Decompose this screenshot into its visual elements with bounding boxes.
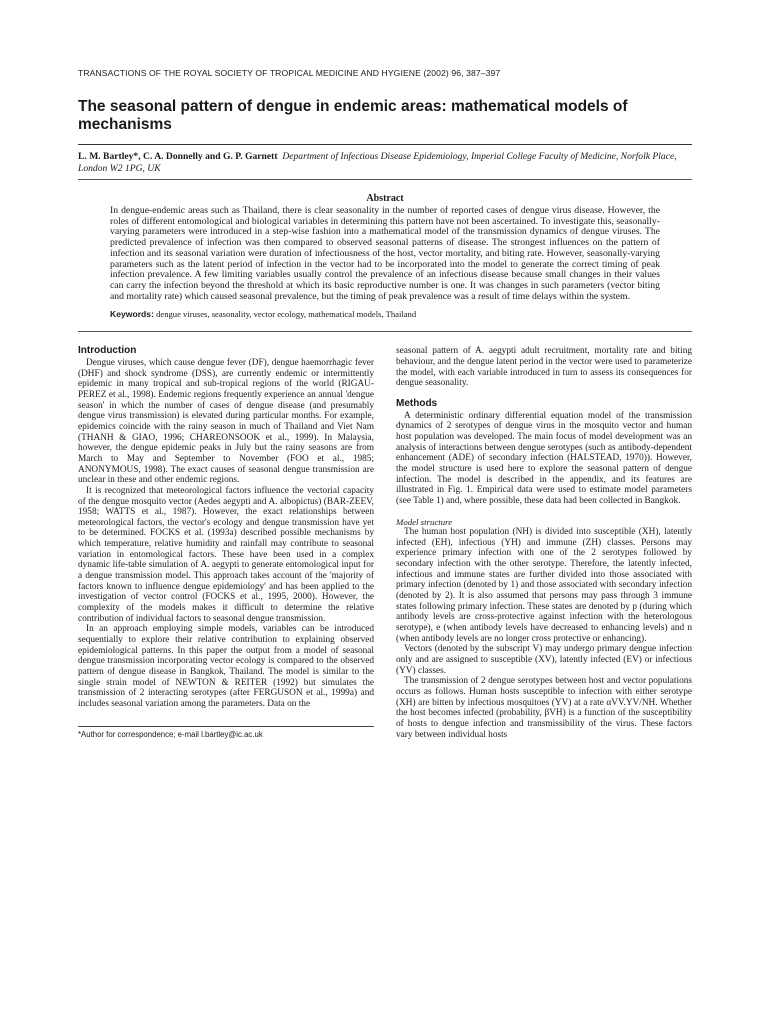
author-block bbox=[78, 151, 692, 175]
abstract-text: In dengue-endemic areas such as Thailand, there is clear seasonality in the number of reported cases of dengue virus disease. However, the roles of different entomological and biological variables in determining this pattern have not been ascertained. To investigate this, seasonally-varying parameters were introduced in a step-wise fashion into a mathematical model of the transmission dynamics of dengue viruses. The predicted prevalence of infection was then compared to observed seasonal patterns of disease. The strongest influences on the pattern of infection and its seasonal variation were duration of infectiousness of the host, vector mortality, and biting rate. However, seasonally-varying parameters such as the latent period of infection in the vector had to be incorporated into the model to generate the correct timing of peak infection prevalence. A few limiting variables usually control the prevalence of an infectious disease because small changes in their values can carry the infection beyond the threshold at which its basic reproductive number is one. It was changes in such parameters (vector biting and mortality rate) which caused seasonal prevalence, but the timing of peak prevalence was a result of time delays within the system. bbox=[110, 205, 660, 302]
introduction-heading: Introduction bbox=[78, 345, 137, 357]
model-paragraph-1: The human host population (NH) is divided into susceptible (XH), latently infected (EH), infectious (YH) and immune (ZH) classes. Persons may experience primary infection with one of the 2 serotypes followed by secondary infection with the other serotype. Therefore, the latently infected, infectious and immune states are further divided into those associated with primary infection (denoted by 1) and those associated with secondary infection (denoted by 2). It is also assumed that persons may pass through 3 immune states following primary infection. These states are denoted by p (during which antibody levels are cross-protective against infection with the heterologous serotype), e (when antibody levels have decreased to enhancing levels) and n (when antibody levels are no longer cross protective or enhancing). bbox=[396, 527, 692, 644]
keywords-label: Keywords: bbox=[110, 309, 154, 320]
journal-header: TRANSACTIONS OF THE ROYAL SOCIETY OF TROPICAL MEDICINE AND HYGIENE (2002) 96, 387–397 bbox=[78, 68, 501, 78]
model-paragraph-3: The transmission of 2 dengue serotypes between host and vector populations occurs as follows. Human hosts susceptible to infection with either serotype (XH) are bitten by infectious mosquitoes (YV) at a rate αVV.YV/NH. Whether the host becomes infected (probability, βVH) is a function of the susceptibility of hosts to dengue infection and transmissibility of the virus. These factors vary between individual hosts bbox=[396, 676, 692, 740]
article-title: The seasonal pattern of dengue in endemic areas: mathematical models of mechanisms bbox=[78, 98, 628, 133]
author-rule bbox=[78, 179, 692, 180]
article-page bbox=[78, 68, 692, 740]
model-structure-heading: Model structure bbox=[396, 516, 453, 527]
title-rule bbox=[78, 144, 692, 145]
intro-paragraph-3: In an approach employing simple models, variables can be introduced sequentially to explore their relative contribution to explaining observed epidemiological patterns. In this paper the output from a model of seasonal dengue transmission incorporating vector ecology is compared to the observed pattern of dengue disease in Bangkok, Thailand. The model is similar to the single strain model of NEWTON & REITER (1992) but simulates the transmission of 2 interacting serotypes (after FERGUSON et al., 1999a) and includes seasonal variation among the parameters. Data on the bbox=[78, 624, 374, 709]
footnote-rule bbox=[78, 726, 374, 727]
abstract-heading: Abstract bbox=[366, 193, 404, 204]
right-column bbox=[396, 346, 692, 740]
author-names: L. M. Bartley*, C. A. Donnelly and G. P. Garnett bbox=[78, 151, 278, 162]
correspondence-footnote: *Author for correspondence; e-mail l.bartley@ic.ac.uk bbox=[78, 729, 263, 739]
methods-paragraph-1: A deterministic ordinary differential equation model of the transmission dynamics of 2 serotypes of dengue virus in the mosquito vector and human host population was developed. The main focus of model development was an analysis of interactions between dengue serotypes (such as antibody-dependent enhancement (ADE) of secondary infection (HALSTEAD, 1970)). However, the model structure is used here to explore the seasonal pattern of dengue infection. The model is described in the appendix, and its features are illustrated in Fig. 1. Empirical data were used to estimate model parameters (see Table 1) and, where possible, these data had been collected in Bangkok. bbox=[396, 410, 692, 506]
intro-paragraph-1: Dengue viruses, which cause dengue fever (DF), dengue haemorrhagic fever (DHF) and shock syndrome (DSS), are currently endemic or intermittently epidemic in many tropical and sub-tropical regions of the world (RIGAU-PEREZ et al., 1998). Endemic regions frequently experience an annual 'dengue season' in which the number of cases of dengue disease (and presumably dengue virus transmission) is elevated during particular months. For example, epidemics coincide with the rainy season in much of Thailand and Viet Nam (THANH & GIAO, 1996; CHAREONSOOK et al., 1999). In Malaysia, however, the dengue epidemic peaks in July but the rainy seasons are from March to May and September to November (FOO et al., 1985; ANONYMOUS, 1998). The exact causes of seasonal dengue transmission are unclear in these and other endemic regions. bbox=[78, 357, 374, 486]
intro-continued: seasonal pattern of A. aegypti adult recruitment, mortality rate and biting behaviour, and the dengue latent period in the vector were used to parameterize the model, with each variable introduced in turn to assess its consequences for dengue seasonality. bbox=[396, 346, 692, 389]
methods-heading: Methods bbox=[396, 397, 438, 409]
abstract-rule bbox=[78, 331, 692, 332]
intro-paragraph-2: It is recognized that meteorological factors influence the vectorial capacity of the dengue mosquito vector (Aedes aegypti and A. albopictus) (BAR-ZEEV, 1958; WATTS et al., 1987). However, the exact relationships between meteorological factors, the vector's ecology and dengue transmission have yet to be determined. FOCKS et al. (1993a) described possible mechanisms by which temperature, relative humidity and rainfall may contribute to seasonal variation in entomological factors. These have been used in a complex dynamic life-table simulation of A. aegypti to generate entomological input for a dengue transmission model. This approach takes account of the 'majority of factors known to influence dengue epidemiology' and has been applied to the investigation of vector control (FOCKS et al., 1995, 2000). However, the complexity of the models makes it difficult to determine the relative contribution of individual factors to seasonal dengue transmission. bbox=[78, 485, 374, 624]
author-affiliation: Department of Infectious Disease Epidemiology, Imperial College Faculty of Medicine, Norfolk Place, London W2 1PG, UK bbox=[78, 151, 677, 174]
keywords-text: dengue viruses, seasonality, vector ecology, mathematical models, Thailand bbox=[156, 309, 417, 320]
left-column bbox=[78, 346, 374, 740]
keywords bbox=[110, 309, 660, 319]
body-columns bbox=[78, 346, 692, 740]
model-paragraph-2: Vectors (denoted by the subscript V) may undergo primary dengue infection only and are assigned to susceptible (XV), latently infected (EV) or infectious (YV) classes. bbox=[396, 644, 692, 676]
